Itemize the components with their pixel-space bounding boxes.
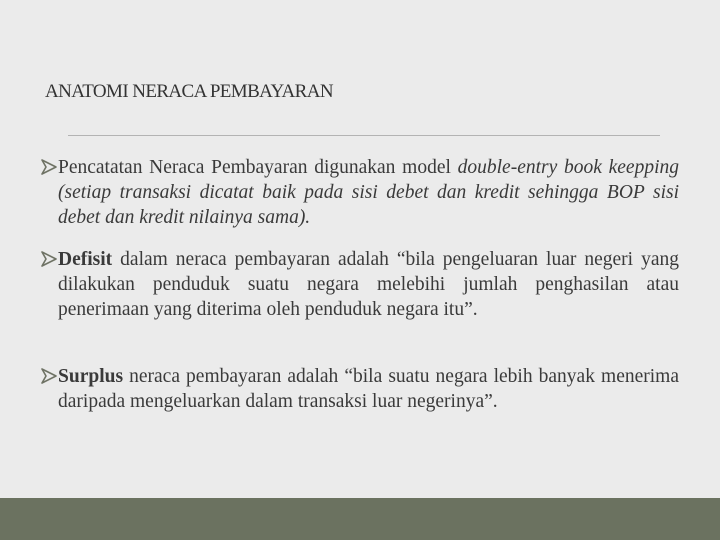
- bullet-term: Defisit: [58, 249, 113, 270]
- slide-title: ANATOMI NERACA PEMBAYARAN: [45, 81, 333, 102]
- bullet-definition: neraca pembayaran adalah “bila suatu negara lebih banyak menerima daripada mengeluarkan dalam transaksi luar negerinya”.: [58, 366, 679, 412]
- bullet-text: [40, 247, 679, 322]
- arrow-check-icon: [40, 250, 58, 268]
- bullet-item-surplus: [40, 364, 679, 414]
- bullet-item-defisit: [40, 247, 679, 322]
- arrow-check-icon: [40, 158, 58, 176]
- bullet-definition: dalam neraca pembayaran adalah “bila pengeluaran luar negeri yang dilakukan penduduk suatu negara melebihi jumlah penghasilan atau penerimaan yang diterima oleh penduduk negara itu”.: [58, 249, 679, 320]
- bullet-item-bookkeeping: [40, 155, 679, 230]
- title-divider: [68, 135, 660, 136]
- bullet-term: Surplus: [58, 366, 124, 387]
- bullet-italic-text: double-entry book keepping (setiap transaksi dicatat baik pada sisi debet dan kredit sehingga BOP sisi debet dan kredit nilainya sama).: [58, 157, 679, 228]
- bullet-text: [40, 364, 679, 414]
- footer-bar: [0, 498, 720, 540]
- bullet-text: [40, 155, 679, 230]
- arrow-check-icon: [40, 367, 58, 385]
- bullet-intro-text: Pencatatan Neraca Pembayaran digunakan model: [58, 157, 458, 178]
